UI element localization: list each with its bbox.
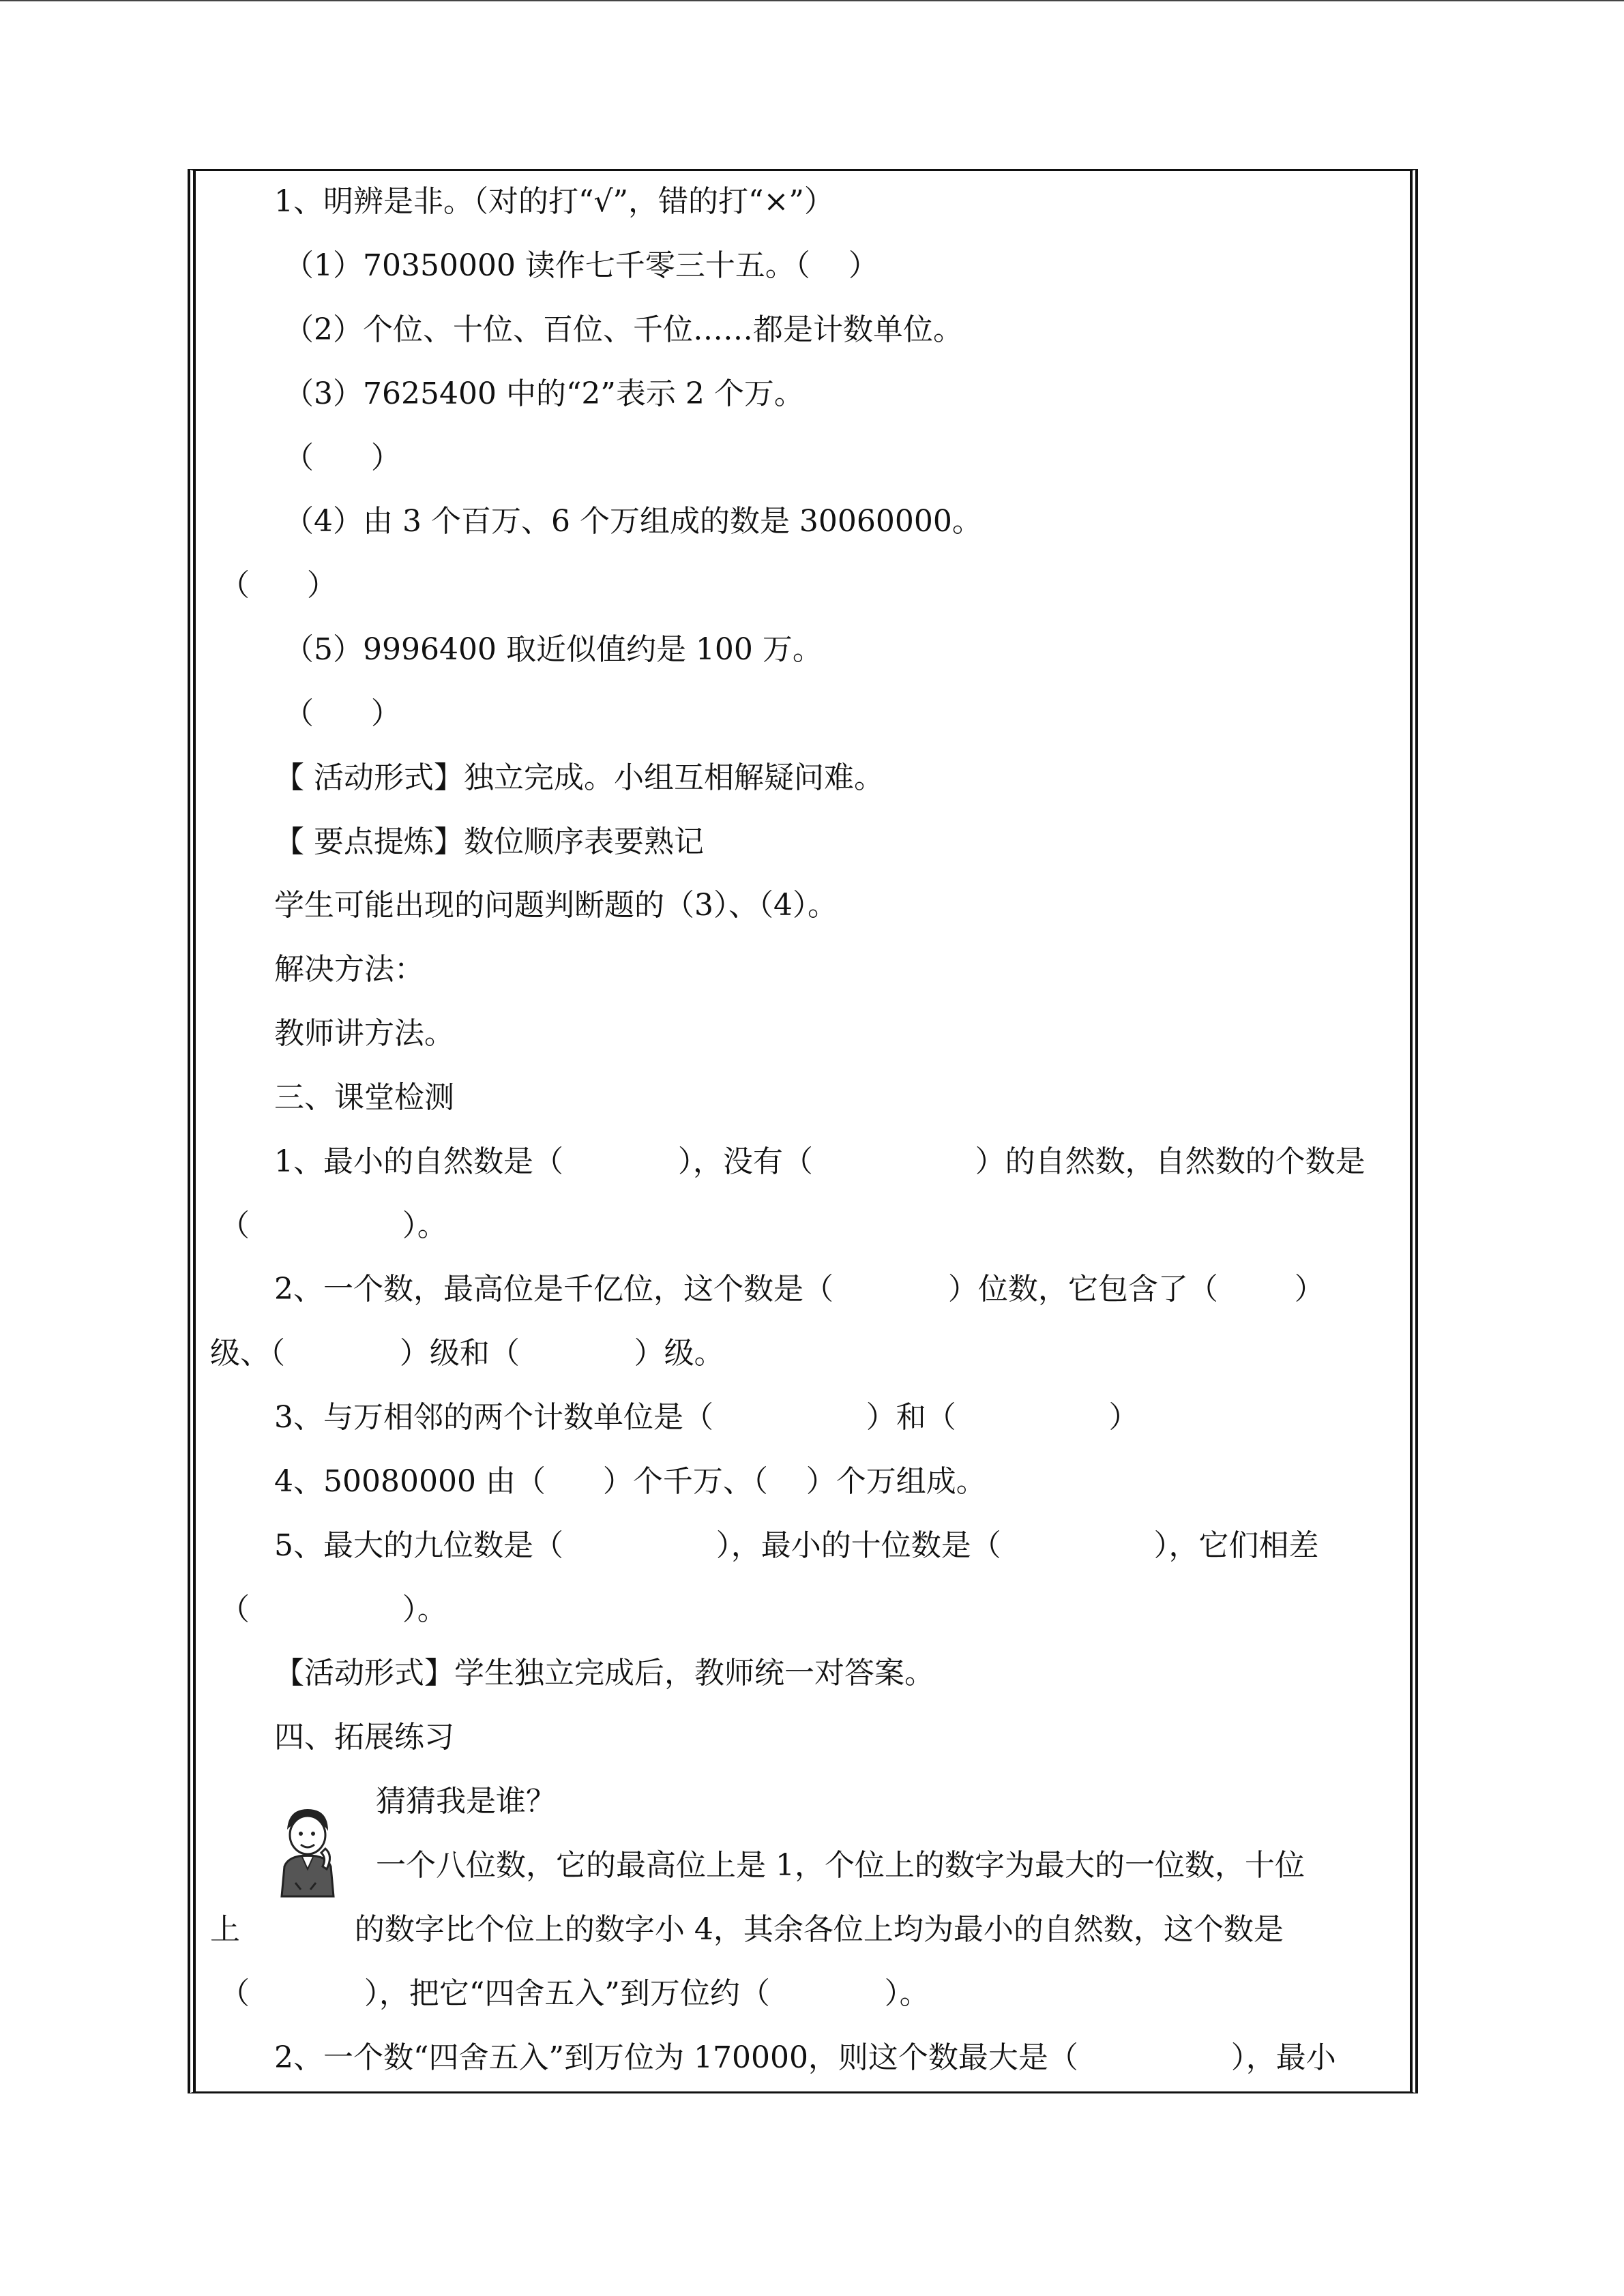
quiz-item-1: 1、最小的自然数是（ ），没有（ ）的自然数，自然数的个数是 [274, 1144, 1365, 1179]
quiz-activity-note: 【活动形式】学生独立完成后，教师统一对答案。 [274, 1656, 934, 1690]
quiz-item-4: 4、50080000 由（ ）个千万、（ ）个万组成。 [274, 1464, 986, 1499]
answer-blank-4: （ ） [220, 568, 337, 603]
page-top-rule [0, 0, 1624, 1]
solution-text: 教师讲方法。 [274, 1016, 454, 1051]
quiz-item-3: 3、与万相邻的两个计数单位是（ ）和（ ） [274, 1400, 1139, 1435]
quiz-item-2-cont: 级、（ ）级和（ ）级。 [210, 1336, 724, 1371]
quiz-item-5: 5、最大的九位数是（ ），最小的十位数是（ ），它们相差 [274, 1528, 1319, 1563]
exercise-1-item-2: （2）个位、十位、百位、千位……都是计数单位。 [284, 312, 963, 347]
quiz-item-2: 2、一个数，最高位是千亿位，这个数是（ ）位数，它包含了（ ） [274, 1272, 1325, 1307]
guess-who-title: 猜猜我是谁？ [376, 1784, 556, 1819]
answer-blank-5: （ ） [284, 696, 401, 731]
exercise-1-item-4: （4）由 3 个百万、6 个万组成的数是 30060000。 [284, 504, 982, 539]
exercise-1-item-3: （3）7625400 中的“2”表示 2 个万。 [284, 376, 804, 411]
guess-who-line-2: 上 的数字比个位上的数字小 4，其余各位上均为最小的自然数，这个数是 [210, 1912, 1284, 1947]
section-3-heading: 三、课堂检测 [274, 1080, 454, 1115]
guess-who-line-1: 一个八位数，它的最高位上是 1，个位上的数字为最大的一位数，十位 [376, 1848, 1305, 1883]
quiz-item-1-cont: （ ）。 [220, 1208, 447, 1243]
possible-problems-note: 学生可能出现的问题判断题的（3）、（4）。 [274, 888, 838, 923]
extension-item-2: 2、一个数“四舍五入”到万位为 170000，则这个数最大是（ ），最小 [274, 2040, 1336, 2075]
section-4-heading: 四、拓展练习 [274, 1720, 454, 1755]
solution-heading: 解决方法： [274, 952, 424, 987]
activity-form-note: 【 活动形式】独立完成。小组互相解疑问难。 [274, 760, 884, 795]
quiz-item-5-cont: （ ）。 [220, 1592, 447, 1627]
guess-who-line-3: （ ），把它“四舍五入”到万位约（ ）。 [220, 1976, 930, 2011]
cartoon-student-icon [268, 1804, 343, 1899]
exercise-1-item-5: （5）9996400 取近似值约是 100 万。 [284, 632, 823, 667]
answer-blank-3: （ ） [284, 441, 401, 475]
exercise-1-item-1: （1）70350000 读作七千零三十五。（ ） [284, 248, 879, 283]
key-point-note: 【 要点提炼】数位顺序表要熟记 [274, 824, 704, 859]
exercise-1-title: 1、明辨是非。（对的打“√”，错的打“×”） [274, 184, 834, 219]
